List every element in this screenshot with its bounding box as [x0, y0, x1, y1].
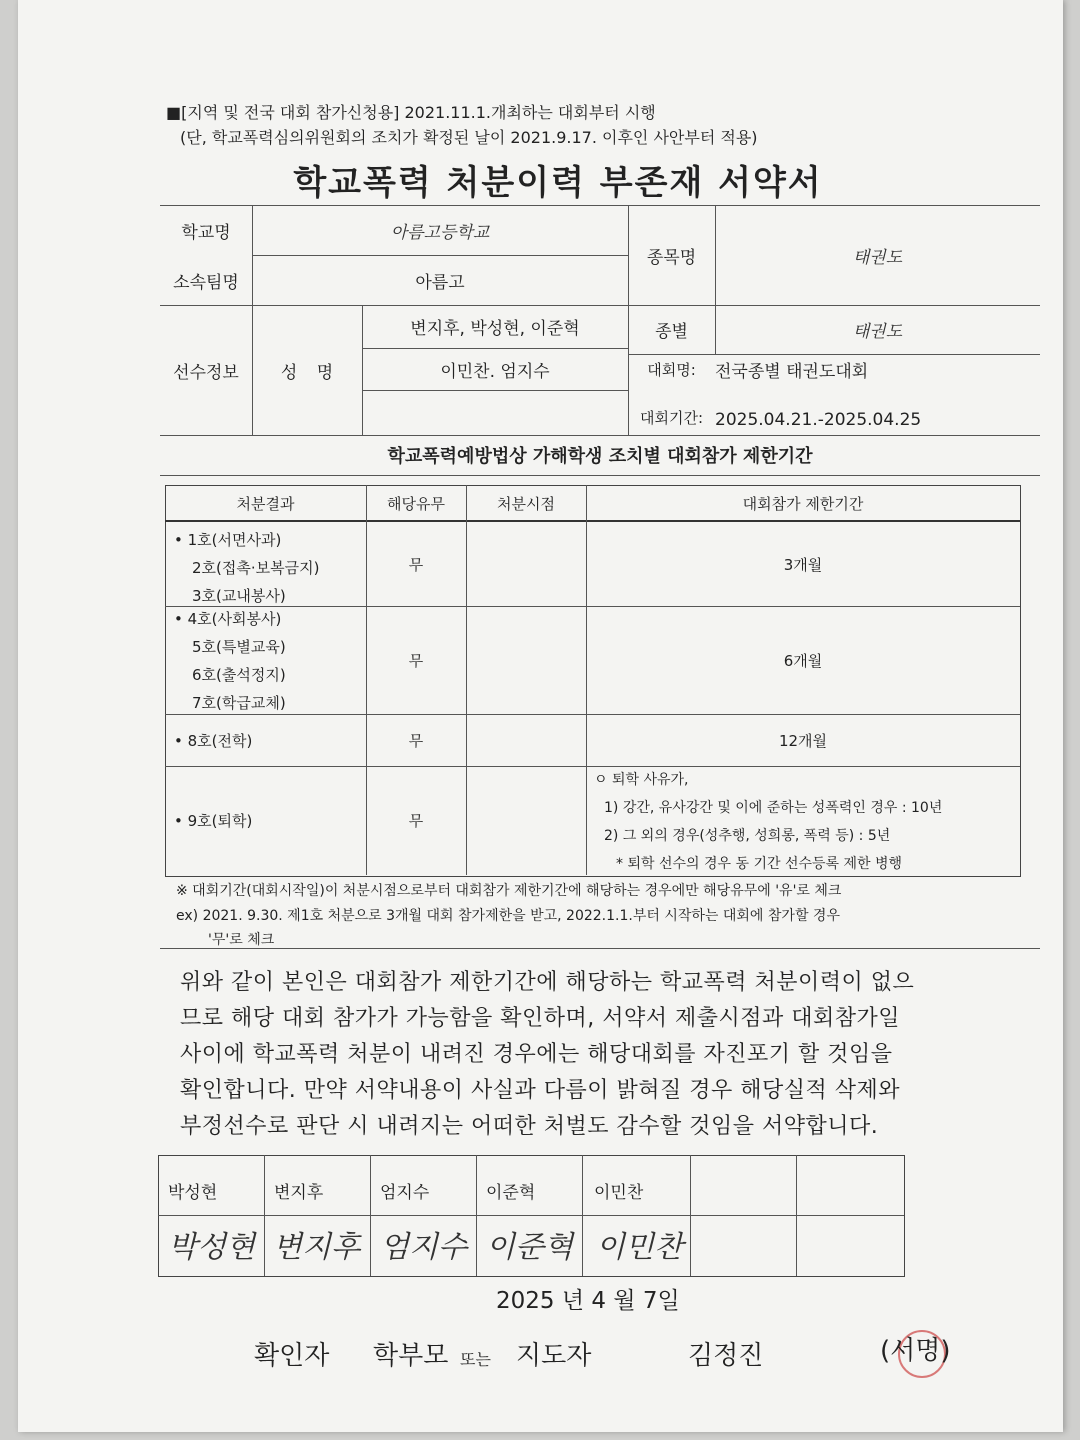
- limit-line: ㅇ 퇴학 사유가,: [594, 772, 689, 788]
- info-border-bottom: [160, 475, 1040, 476]
- note-2: ex) 2021. 9.30. 제1호 처분으로 3개월 대회 참가제한을 받고, 2022.1.1.부터 시작하는 대회에 참가할 경우: [176, 908, 840, 924]
- section-title: 학교폭력예방법상 가해학생 조치별 대회참가 제한기간: [387, 446, 813, 467]
- or-label: 또는: [460, 1350, 491, 1369]
- team-value: 아름고: [415, 272, 465, 293]
- row-3-has: 무: [408, 731, 424, 750]
- notes-divider: [160, 948, 1040, 949]
- result-line: 2호(접촉·보복금지): [192, 559, 320, 577]
- signature-2: 변지후: [273, 1230, 360, 1265]
- confirmer-label: 확인자: [254, 1341, 330, 1371]
- note-3: '무'로 체크: [208, 932, 275, 948]
- result-line: • 4호(사회봉사): [174, 610, 282, 628]
- pledge-line: 부정선수로 판단 시 내려지는 어떠한 처벌도 감수할 것임을 서약합니다.: [180, 1114, 879, 1139]
- pledge-line: 확인합니다. 만약 서약내용이 사실과 다름이 밝혀질 경우 해당실적 삭제와: [180, 1078, 901, 1103]
- note-1: ※ 대회기간(대회시작일)이 처분시점으로부터 대회참가 제한기간에 해당하는 경우에만 해당유무에 '유'로 체크: [176, 883, 842, 899]
- pledge-line: 사이에 학교폭력 처분이 내려진 경우에는 해당대회를 자진포기 할 것임을: [180, 1042, 893, 1067]
- event-value: 태권도: [852, 322, 903, 342]
- player-names-row-1: 변지후, 박성현, 이준혁: [410, 319, 580, 339]
- row-4-limit: [594, 766, 942, 878]
- sign-date: 2025 년 4 월 7일: [496, 1288, 680, 1314]
- sport-value: 태권도: [852, 247, 903, 268]
- signer-name-5: 이민찬: [594, 1183, 644, 1203]
- limit-line: * 퇴학 선수의 경우 동 기간 선수등록 제한 병행: [616, 856, 903, 872]
- col-header-date: 처분시점: [497, 494, 555, 513]
- table-vline-2: [466, 485, 467, 875]
- col-header-limit: 대회참가 제한기간: [742, 494, 864, 513]
- period-label: 대회기간:: [639, 408, 703, 427]
- signature-label: (서명): [880, 1336, 951, 1366]
- coach-label: 지도자: [516, 1341, 592, 1371]
- header-line-2: (단, 학교폭력심의위원회의 조치가 확정된 날이 2021.9.17. 이후인 사안부터 적용): [180, 128, 758, 147]
- document-page: [18, 0, 1063, 1432]
- sig-vline-6: [796, 1155, 797, 1276]
- row-1-result: [174, 526, 319, 610]
- row-2-result: [174, 605, 286, 717]
- col-header-result: 처분결과: [236, 494, 295, 513]
- pledge-paragraph: [180, 965, 1060, 1145]
- school-label: 학교명: [181, 222, 231, 243]
- result-line: 6호(출석정지): [192, 666, 286, 684]
- sig-vline-1: [264, 1155, 265, 1276]
- signature-5: 이민찬: [596, 1230, 683, 1265]
- limit-line: 1) 강간, 유사강간 및 이에 준하는 성폭력인 경우 : 10년: [604, 800, 943, 816]
- competition-label: 대회명:: [647, 360, 696, 379]
- competition-value: 전국종별 태권도대회: [715, 361, 869, 382]
- sig-vline-5: [690, 1155, 691, 1276]
- period-value: 2025.04.21.-2025.04.25: [715, 410, 922, 430]
- info-line-4: [362, 390, 628, 391]
- col-header-has: 해당유무: [387, 494, 445, 513]
- row-3-limit: 12개월: [778, 731, 828, 750]
- signer-name-1: 박성현: [168, 1183, 218, 1203]
- document-title: 학교폭력 처분이력 부존재 서약서: [293, 163, 823, 203]
- row-3-result: • 8호(전학): [174, 731, 253, 750]
- signature-3: 엄지수: [380, 1230, 467, 1265]
- pledge-line: 위와 같이 본인은 대회참가 제한기간에 해당하는 학교폭력 처분이력이 없으: [180, 970, 915, 995]
- row-1-has: 무: [408, 555, 424, 574]
- team-label: 소속팀명: [173, 272, 239, 293]
- player-names-row-2: 이민찬. 엄지수: [440, 361, 550, 382]
- sig-vline-4: [582, 1155, 583, 1276]
- signature-table-midline: [158, 1215, 904, 1216]
- signature-4: 이준혁: [486, 1230, 573, 1265]
- row-4-result: • 9호(퇴학): [174, 812, 253, 830]
- result-line: 5호(특별교육): [192, 638, 286, 656]
- sport-label: 종목명: [646, 247, 697, 268]
- pledge-line: 므로 해당 대회 참가가 가능함을 확인하며, 서약서 제출시점과 대회참가일: [180, 1006, 901, 1031]
- limit-line: 2) 그 외의 경우(성추행, 성희롱, 폭력 등) : 5년: [604, 828, 891, 844]
- name-label: 성 명: [280, 362, 334, 383]
- parent-label: 학부모: [373, 1341, 449, 1371]
- row-1-limit: 3개월: [783, 555, 823, 574]
- sig-vline-2: [370, 1155, 371, 1276]
- school-value: 아름고등학교: [390, 222, 490, 243]
- row-4-has: 무: [408, 812, 424, 830]
- signer-name-3: 엄지수: [380, 1183, 430, 1203]
- player-info-label: 선수정보: [173, 362, 239, 383]
- signature-1: 박성현: [168, 1230, 255, 1265]
- sig-vline-3: [476, 1155, 477, 1276]
- result-line: 7호(학급교체): [192, 694, 286, 712]
- signer-name-4: 이준혁: [486, 1183, 536, 1203]
- result-line: 3호(교내봉사): [192, 587, 286, 605]
- event-label: 종별: [655, 322, 688, 342]
- confirmer-name: 김정진: [688, 1341, 764, 1371]
- row-2-limit: 6개월: [783, 651, 823, 670]
- result-line: • 1호(서면사과): [174, 531, 282, 549]
- header-line-1: ■[지역 및 전국 대회 참가신청용] 2021.11.1.개최하는 대회부터 시행: [166, 103, 656, 122]
- row-2-has: 무: [408, 651, 424, 670]
- signer-name-2: 변지후: [274, 1183, 324, 1203]
